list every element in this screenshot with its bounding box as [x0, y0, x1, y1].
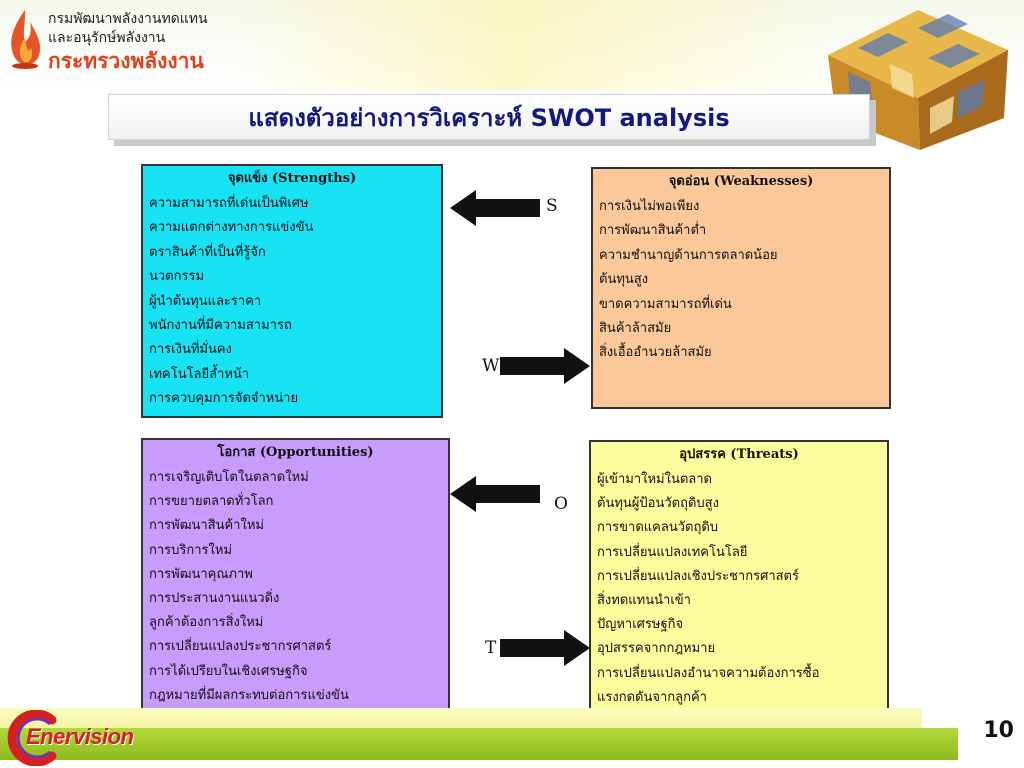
slide-title: แสดงตัวอย่างการวิเคราะห์ SWOT analysis [248, 103, 730, 132]
ministry-name-line: กระทรวงพลังงาน [48, 49, 204, 73]
ministry-flame-logo-icon [6, 8, 44, 70]
list-item: ลูกค้าต้องการสิ่งใหม่ [149, 615, 264, 631]
opportunities-heading: โอกาส (Opportunities) [217, 445, 374, 460]
weaknesses-box [591, 167, 891, 409]
list-item: ปัญหาเศรษฐกิจ [597, 617, 684, 633]
arrow-label-w: W [482, 356, 500, 376]
page-number: 10 [983, 718, 1014, 743]
list-item: การพัฒนาสินค้าใหม่ [149, 518, 264, 534]
threats-list [597, 468, 881, 710]
list-item: ผู้นำต้นทุนและราคา [149, 293, 262, 309]
threats-box [589, 440, 889, 717]
arrow-left-opportunities-icon [450, 474, 542, 514]
strengths-list [149, 192, 435, 412]
list-item: ความชำนาญด้านการตลาดน้อย [599, 247, 778, 263]
strengths-heading: จุดแข็ง (Strengths) [227, 171, 357, 186]
list-item: การควบคุมการจัดจำหน่าย [149, 391, 299, 407]
list-item: การขาดแคลนวัตถุดิบ [597, 520, 719, 536]
list-item: การเงินที่มั่นคง [149, 342, 232, 358]
list-item: การเปลี่ยนแปลงเชิงประชากรศาสตร์ [597, 568, 799, 584]
arrow-left-strengths-icon [450, 188, 542, 228]
enervision-logo-text: Enervision [26, 724, 134, 749]
list-item: การเปลี่ยนแปลงประชากรศาสตร์ [149, 639, 332, 655]
list-item: นวตกรรม [149, 269, 205, 285]
list-item: พนักงานที่มีความสามารถ [149, 318, 292, 334]
strengths-box [141, 164, 443, 418]
threats-heading: อุปสรรค (Threats) [679, 447, 799, 462]
list-item: ความสามารถที่เด่นเป็นพิเศษ [149, 196, 309, 211]
arrow-label-o: O [554, 494, 568, 514]
weaknesses-heading: จุดอ่อน (Weaknesses) [668, 174, 814, 189]
list-item: การเงินไม่พอเพียง [599, 199, 700, 214]
list-item: การพัฒนาคุณภาพ [149, 566, 253, 582]
list-item: การเปลี่ยนแปลงเทคโนโลยี [597, 544, 748, 560]
ministry-department-line1: กรมพัฒนาพลังงานทดแทน [48, 11, 208, 27]
list-item: ขาดความสามารถที่เด่น [599, 296, 732, 312]
arrow-label-t: T [485, 638, 497, 658]
footer-green-band [0, 728, 1024, 760]
list-item: การประสานงานแนวดิ่ง [149, 591, 280, 607]
list-item: การพัฒนาสินค้าต่ำ [599, 223, 707, 239]
opportunities-box [141, 438, 450, 717]
opportunities-list [149, 466, 442, 708]
list-item: สินค้าล้าสมัย [599, 321, 672, 337]
list-item: การบริการใหม่ [149, 542, 233, 558]
list-item: สิ่งทดแทนนำเข้า [597, 593, 691, 609]
title-bar [108, 94, 870, 140]
arrow-right-weaknesses-icon [498, 346, 590, 386]
list-item: กฎหมายที่มีผลกระทบต่อการแข่งขัน [149, 687, 349, 703]
ministry-name [48, 10, 208, 74]
list-item: แรงกดดันจากลูกค้า [597, 689, 707, 705]
list-item: ความแตกต่างทางการแข่งขัน [149, 220, 314, 236]
ministry-department-line2: และอนุรักษ์พลังงาน [48, 30, 166, 46]
list-item: การเปลี่ยนแปลงอำนาจความต้องการซื้อ [597, 665, 820, 681]
arrow-right-threats-icon [498, 628, 590, 668]
arrow-label-s: S [546, 196, 558, 216]
list-item: เทคโนโลยีล้ำหน้า [149, 366, 250, 382]
list-item: ต้นทุนสูง [599, 272, 649, 288]
list-item: สิ่งเอื้ออำนวยล้าสมัย [599, 345, 712, 361]
list-item: การขยายตลาดทั่วโลก [149, 494, 274, 510]
weaknesses-list [599, 195, 883, 366]
list-item: การเจริญเติบโตในตลาดใหม่ [149, 470, 309, 485]
list-item: ตราสินค้าที่เป็นที่รู้จัก [149, 244, 266, 260]
list-item: การได้เปรียบในเชิงเศรษฐกิจ [149, 663, 308, 679]
list-item: ผู้เข้ามาใหม่ในตลาด [597, 472, 712, 487]
header-light-sweep [230, 0, 850, 90]
list-item: ต้นทุนผู้ป้อนวัตถุดิบสูง [597, 496, 719, 512]
list-item: อุปสรรคจากกฎหมาย [597, 641, 716, 657]
